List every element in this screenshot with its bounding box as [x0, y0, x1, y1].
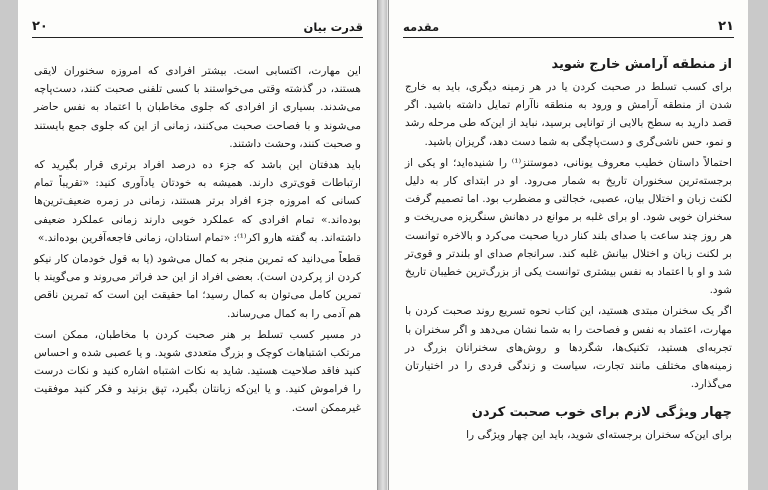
book-gutter — [378, 0, 388, 490]
page-number: ۲۱ — [718, 19, 734, 34]
section-heading: از منطقه آرامش خارج شوید — [551, 57, 732, 72]
page-number: ۲۰ — [32, 19, 48, 34]
right-page — [388, 0, 748, 490]
paragraph: اگر یک سخنران مبتدی هستید، این کتاب نحوه تسریع روند صحبت کردن با مهارت، اعتماد به نفس و فصاحت را به شما نشان می‌دهد و اگر سخنران با تجربه‌ای هستید، تکنیک‌ها، شگردها و روش‌های سخنرانان بزرگ در زمینه‌های مختلف مانند تجارت، سیاست و زندگی فردی را در اختیارتان می‌گذارد. — [405, 305, 732, 391]
paragraph: برای کسب تسلط در صحبت کردن یا در هر زمینه دیگری، باید به خارج شدن از منطقه آرامش و ورود به منطقه ناآرام تمایل داشته باشید. اگر قصد دارید به سطح بالایی از توانایی برسید، نباید از این‌که طی مرحله رشد و نمو، حس ناشی‌گری و دست‌پاچگی به شما دست دهد، گریزان باشید. — [405, 81, 732, 148]
paragraph: قطعاً می‌دانید که تمرین منجر به کمال می‌شود (یا به قول خودمان کار نیکو کردن از پرکردن است). بعضی افراد از این حد فراتر می‌روند و می‌گویند با تمرین کامل می‌توان به کمال رسید؛ اما حقیقت این است که تمرین ناقص هم آدمی را به کمال می‌رساند. — [34, 253, 361, 320]
right-page-header — [403, 16, 734, 38]
paragraph: این مهارت، اکتسابی است. بیشتر افرادی که امروزه سخنوران لایقی هستند، در گذشته وقتی می‌خواستند با کسی تلفنی صحبت کنند، دست‌پاچه می‌شدند. بسیاری از افرادی که جلوی مخاطبان با اعتماد به نفس حاضر می‌شوند و با فصاحت صحبت می‌کنند، زمانی از این که جلوی جمع بایستند و صحبت کنند، وحشت داشتند. — [34, 65, 361, 150]
paragraph: برای این‌که سخنران برجسته‌ای شوید، باید این چهار ویژگی را — [466, 429, 732, 442]
paragraph: در مسیر کسب تسلط بر هنر صحبت کردن با مخاطبان، ممکن است مرتکب اشتباهات کوچک و بزرگ متعددی شوید. و یا عصبی شده و احساس کنید فاقد صلاحیت هستید. شاید به نکات اشتباه اشاره کنید و نکات درست را فراموش کنید. و یا این‌که زبانتان بگیرد، تپق بزنید و فکر کنید موفقیت غیرممکن است. — [34, 328, 361, 414]
running-title: قدرت بیان — [303, 20, 363, 34]
left-page — [18, 0, 378, 490]
right-page-body — [405, 52, 732, 448]
left-page-header — [32, 16, 363, 38]
paragraph: احتمالاً داستان خطیب معروف یونانی، دموستنز⁽¹⁾ را شنیده‌اید؛ او یکی از برجسته‌ترین سخنوران تاریخ به شمار می‌رود. او در ابتدای کار به دلیل لکنت زبان و اختلال بیان، عصبی، خجالتی و مضطرب بود. اما تصمیم گرفت سخنران خوبی شود. او برای غلبه بر موانع در دهانش سنگریزه می‌ریخت و هر روز چند ساعت با صدای بلند کنار دریا صحبت می‌کرد و بالاخره توانست بر لکنت زبان و اختلال بیانش غلبه کند. سرانجام صدای او بلندتر و قوی‌تر شد و او با اعتماد به نفس بیشتری توانست یکی از بزرگ‌ترین خطیبان تاریخ شود. — [405, 156, 732, 297]
section-heading: چهار ویژگی لازم برای خوب صحبت کردن — [471, 405, 732, 421]
running-title: مقدمه — [403, 20, 440, 34]
paragraph: باید هدفتان این باشد که جزء ده درصد افراد برتری قرار بگیرید که ارتباطات قوی‌تری دارند. همیشه به خودتان یادآوری کنید: «تقریباً تمام کسانی که امروزه جزء افراد برتر هستند، زمانی در زمره ضعیف‌ترین‌ها بوده‌اند.» تمام افرادی که عملکرد خوبی دارند زمانی عملکرد ضعیفی داشته‌اند. به گفته هارو اکر⁽¹⁾: «تمام استادان، زمانی فاجعه‌آفرین بوده‌اند.» — [34, 159, 361, 244]
left-page-body — [34, 62, 361, 420]
